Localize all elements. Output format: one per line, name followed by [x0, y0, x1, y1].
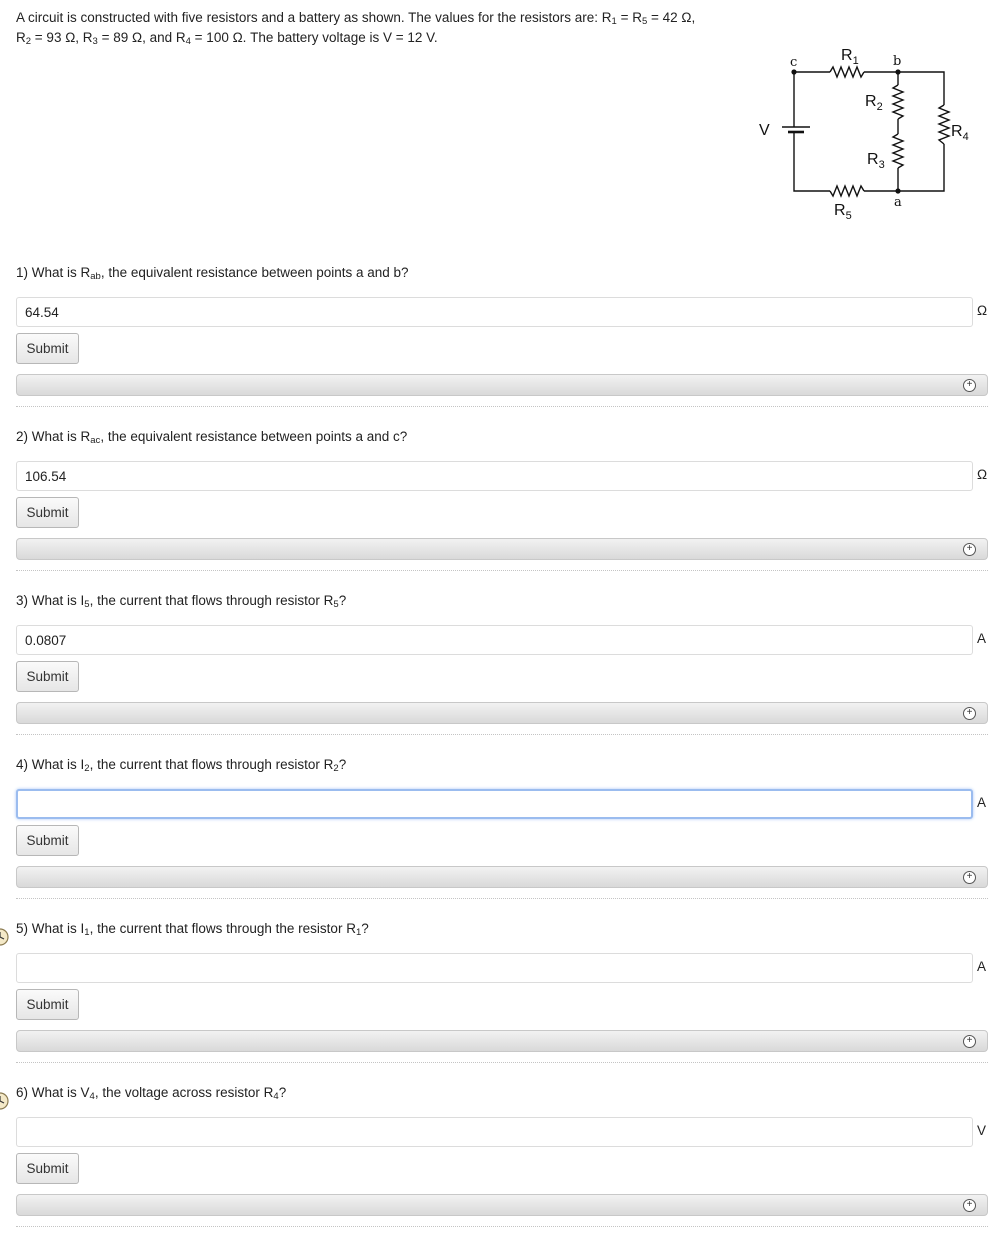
r2-zigzag: [893, 85, 903, 119]
r1-label: $R_1$: [841, 47, 859, 67]
hint-bar-5[interactable]: [16, 1030, 988, 1052]
plus-circle-icon: +: [963, 1035, 976, 1048]
answer-input-2[interactable]: [16, 461, 973, 491]
question-6-text: 6) What is $V_4$, the voltage across resistor $R_4$?: [16, 1085, 287, 1102]
question-5-text: 5) What is $I_1$, the current that flows through the resistor $R_1$?: [16, 921, 369, 938]
unit-label-4: A: [977, 795, 987, 810]
clock-icon: [0, 1092, 9, 1110]
hint-bar-3[interactable]: [16, 702, 988, 724]
unit-label-1: Ω: [977, 303, 988, 318]
answer-input-1[interactable]: [16, 297, 973, 327]
node-a-label: a: [894, 195, 902, 210]
circuit-diagram: [750, 38, 980, 230]
r3-label: $R_3$: [867, 151, 885, 171]
divider: [16, 898, 988, 899]
hint-bar-6[interactable]: [16, 1194, 988, 1216]
answer-input-4[interactable]: [16, 789, 973, 819]
submit-button-4[interactable]: Submit: [16, 825, 79, 856]
plus-circle-icon: +: [963, 871, 976, 884]
battery-label: V: [759, 122, 770, 139]
problem-statement: A circuit is constructed with five resistors and a battery as shown. The values for the resistors are: $R_1 = R_5 = 42$ Ω, $R_2 = 93$ Ω, $R_3 = 89$ Ω, and $R_4 = 100$ Ω. The battery voltage is V = 12 V.: [16, 10, 696, 47]
r5-label: $R_5$: [834, 202, 852, 222]
question-1-text: 1) What is $R_{ab}$, the equivalent resistance between points a and b?: [16, 265, 409, 282]
plus-circle-icon: +: [963, 379, 976, 392]
hint-bar-4[interactable]: [16, 866, 988, 888]
submit-button-3[interactable]: Submit: [16, 661, 79, 692]
divider: [16, 1062, 988, 1063]
unit-label-5: A: [977, 959, 987, 974]
question-3-text: 3) What is $I_5$, the current that flows through resistor $R_5$?: [16, 593, 347, 610]
unit-label-3: A: [977, 631, 987, 646]
plus-circle-icon: +: [963, 1199, 976, 1212]
clock-icon: [0, 928, 9, 946]
hint-bar-1[interactable]: [16, 374, 988, 396]
submit-button-5[interactable]: Submit: [16, 989, 79, 1020]
divider: [16, 734, 988, 735]
node-b-label: b: [893, 54, 902, 69]
submit-button-6[interactable]: Submit: [16, 1153, 79, 1184]
submit-button-1[interactable]: Submit: [16, 333, 79, 364]
divider: [16, 1226, 988, 1227]
divider: [16, 570, 988, 571]
submit-button-2[interactable]: Submit: [16, 497, 79, 528]
answer-input-5[interactable]: [16, 953, 973, 983]
plus-circle-icon: +: [963, 543, 976, 556]
node-c-label: c: [790, 55, 798, 70]
question-4-text: 4) What is $I_2$, the current that flows through resistor $R_2$?: [16, 757, 347, 774]
question-2-text: 2) What is $R_{ac}$, the equivalent resistance between points a and c?: [16, 429, 408, 446]
plus-circle-icon: +: [963, 707, 976, 720]
r5-zigzag: [830, 186, 864, 196]
r2-label: $R_2$: [865, 93, 883, 113]
r3-zigzag: [893, 134, 903, 168]
r1-zigzag: [830, 67, 864, 77]
answer-input-3[interactable]: [16, 625, 973, 655]
unit-label-6: V: [977, 1123, 987, 1138]
r4-zigzag: [939, 105, 949, 144]
hint-bar-2[interactable]: [16, 538, 988, 560]
r4-label: $R_4$: [951, 123, 969, 143]
divider: [16, 406, 988, 407]
unit-label-2: Ω: [977, 467, 988, 482]
answer-input-6[interactable]: [16, 1117, 973, 1147]
